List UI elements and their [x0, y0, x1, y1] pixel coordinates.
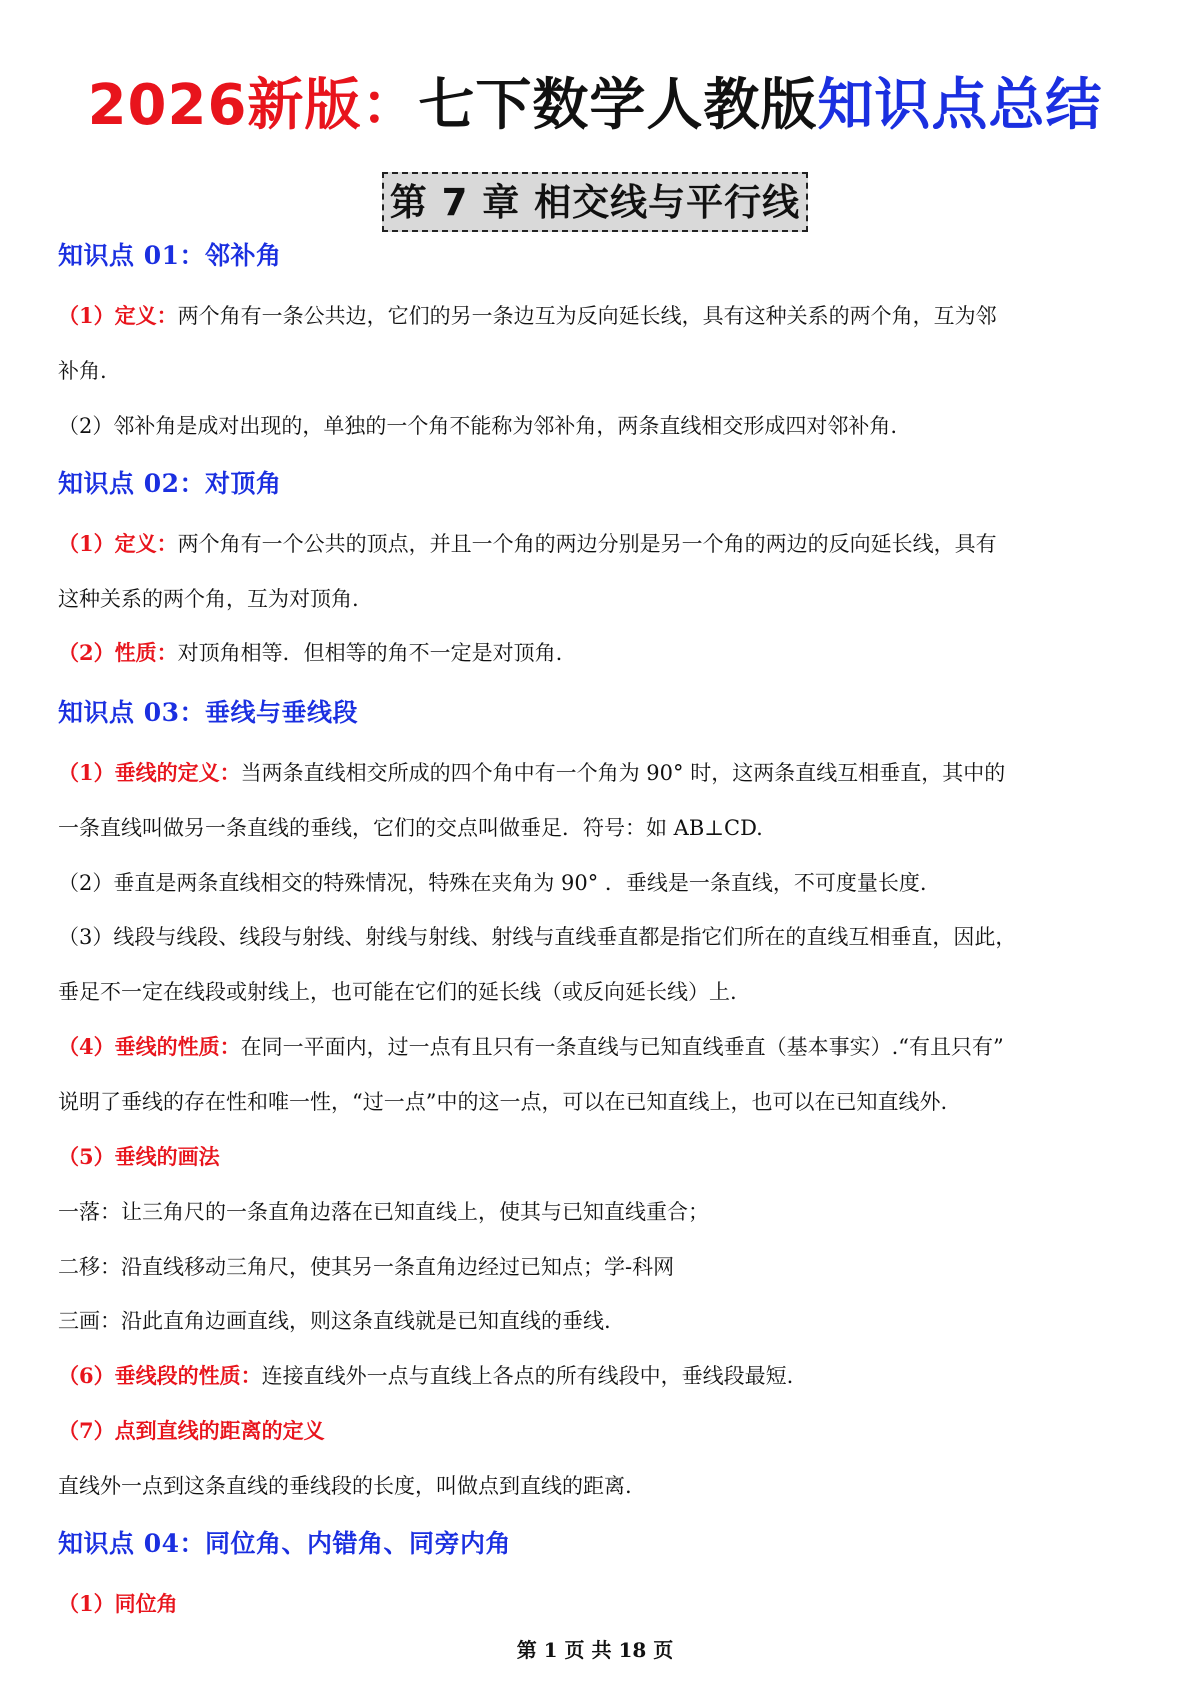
- title-part-2: 七下数学人教版: [418, 73, 818, 138]
- kp03-p1-text: 当两条直线相交所成的四个角中有一个角为 90° 时，这两条直线互相垂直，其中的: [240, 761, 1006, 785]
- chapter-heading-wrap: [0, 172, 1190, 232]
- kp03-p4-label: （4）垂线的性质：: [58, 1034, 241, 1059]
- kp03-p1-cont: 一条直线叫做另一条直线的垂线，它们的交点叫做垂足．符号：如 AB⊥CD.: [58, 816, 763, 840]
- kp01-p1: [58, 301, 997, 331]
- kp03-p4-text: 在同一平面内，过一点有且只有一条直线与已知直线垂直（基本事实）.“有且只有”: [240, 1035, 1004, 1059]
- kp03-p6-label: （6）垂线段的性质：: [58, 1363, 262, 1388]
- kp02-p1-cont: 这种关系的两个角，互为对顶角.: [58, 587, 359, 611]
- kp02-p2-text: 对顶角相等．但相等的角不一定是对顶角.: [177, 641, 563, 665]
- kp03-p3-cont: 垂足不一定在线段或射线上，也可能在它们的延长线（或反向延长线）上.: [58, 980, 737, 1004]
- chapter-heading: 第 7 章 相交线与平行线: [382, 172, 808, 232]
- kp01-p1-label: （1）定义：: [58, 303, 178, 328]
- title-part-1: 2026新版：: [87, 73, 419, 138]
- kp02-p2-label: （2）性质：: [58, 640, 178, 665]
- kp02-p1: [58, 529, 997, 559]
- kp02-p2: [58, 638, 562, 668]
- kp03-p2: （2）垂直是两条直线相交的特殊情况，特殊在夹角为 90° ．垂线是一条直线，不可度量长度.: [58, 871, 927, 895]
- kp01-p1-cont: 补角.: [58, 359, 107, 383]
- kp04-heading: 知识点 04：同位角、内错角、同旁内角: [58, 1529, 511, 1558]
- kp03-p5-label: （5）垂线的画法: [58, 1144, 220, 1169]
- kp03-p1: [58, 758, 1005, 788]
- kp02-p1-label: （1）定义：: [58, 531, 178, 556]
- kp04-p1-label: （1）同位角: [58, 1591, 178, 1616]
- kp03-p1-label: （1）垂线的定义：: [58, 760, 241, 785]
- kp03-step1: 一落：让三角尺的一条直角边落在已知直线上，使其与已知直线重合；: [58, 1200, 709, 1224]
- kp03-p4-cont: 说明了垂线的存在性和唯一性，“过一点”中的这一点，可以在已知直线上，也可以在已知直线外.: [58, 1090, 948, 1114]
- kp03-step2: 二移：沿直线移动三角尺，使其另一条直角边经过已知点；学-科网: [58, 1255, 675, 1279]
- kp01-heading: 知识点 01：邻补角: [58, 241, 282, 270]
- kp03-p7-label: （7）点到直线的距离的定义: [58, 1418, 325, 1443]
- page-footer: 第 1 页 共 18 页: [516, 1638, 674, 1662]
- kp02-p1-text: 两个角有一个公共的顶点，并且一个角的两边分别是另一个角的两边的反向延长线，具有: [177, 532, 997, 556]
- kp03-p7-text: 直线外一点到这条直线的垂线段的长度，叫做点到直线的距离.: [58, 1474, 632, 1498]
- kp03-heading: 知识点 03：垂线与垂线段: [58, 698, 358, 727]
- kp03-p6-text: 连接直线外一点与直线上各点的所有线段中，垂线段最短.: [261, 1364, 794, 1388]
- kp02-heading: 知识点 02：对顶角: [58, 469, 282, 498]
- kp01-p1-text: 两个角有一条公共边，它们的另一条边互为反向延长线，具有这种关系的两个角，互为邻: [177, 304, 997, 328]
- kp03-p3: （3）线段与线段、线段与射线、射线与射线、射线与直线垂直都是指它们所在的直线互相垂直，因此，: [58, 925, 1017, 949]
- main-title: [0, 70, 1190, 142]
- kp03-step3: 三画：沿此直角边画直线，则这条直线就是已知直线的垂线.: [58, 1309, 611, 1333]
- title-part-3: 知识点总结: [817, 73, 1103, 138]
- kp01-p2: （2）邻补角是成对出现的，单独的一个角不能称为邻补角，两条直线相交形成四对邻补角.: [58, 414, 898, 438]
- kp03-p4: [58, 1032, 1004, 1062]
- kp03-p6: [58, 1361, 793, 1391]
